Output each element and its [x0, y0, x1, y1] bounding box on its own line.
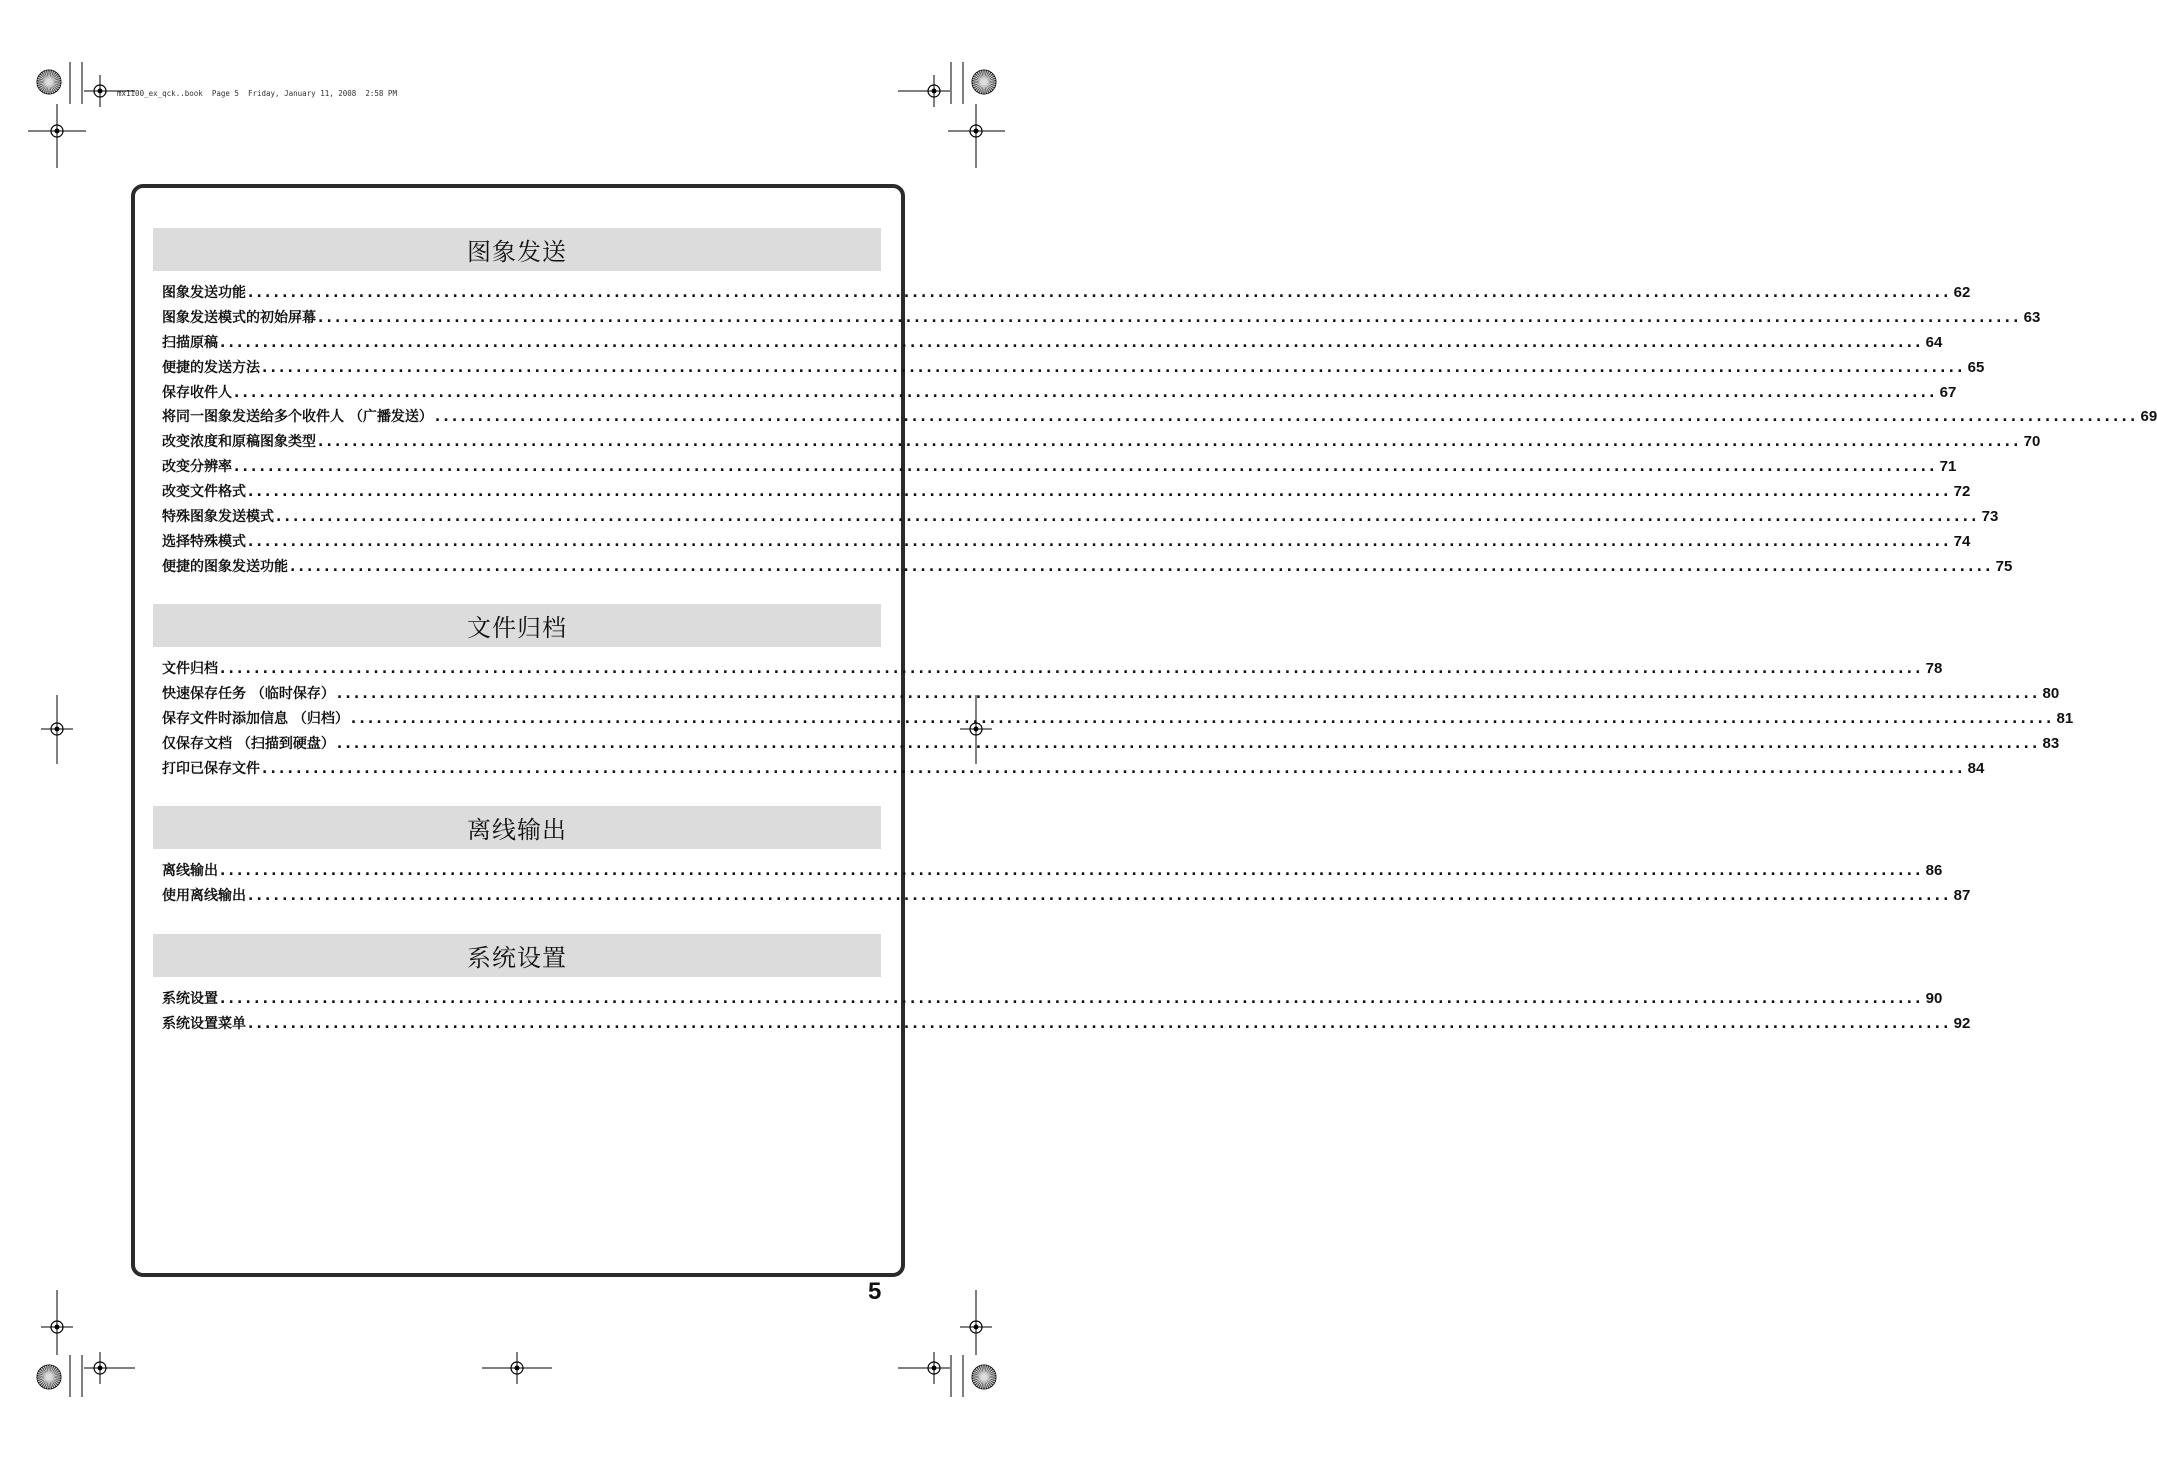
toc-entry-label: 改变分辨率 — [162, 459, 232, 476]
toc-entry-page: 70 — [2023, 433, 2041, 451]
toc-entry-page: 84 — [1967, 759, 1985, 777]
toc-section — [153, 604, 2074, 782]
crop-line — [898, 1368, 948, 1369]
color-target-icon — [36, 1364, 62, 1390]
toc-entry-label: 快速保存任务 （临时保存） — [162, 685, 335, 702]
toc-entry-page: 64 — [1925, 333, 1943, 351]
toc-section — [153, 806, 1971, 910]
toc-entry-page: 73 — [1981, 508, 1999, 526]
toc-entry-label: 便捷的发送方法 — [162, 359, 260, 376]
dot-leader: ........................................................................................................................................................................................................ — [248, 887, 1952, 904]
toc-entry[interactable] — [153, 683, 2060, 708]
toc-entry-page: 69 — [2140, 408, 2157, 426]
toc-entry-page: 83 — [2042, 734, 2060, 752]
toc-entry[interactable] — [153, 708, 2074, 733]
toc-entry[interactable] — [153, 506, 1999, 531]
toc-entry[interactable] — [153, 406, 2157, 431]
color-target-icon — [36, 69, 62, 95]
dot-leader: ........................................................................................................................................................................................................ — [336, 735, 2041, 752]
crop-line — [976, 1290, 977, 1355]
toc-entry-page: 63 — [2023, 308, 2041, 326]
toc-entry-label: 将同一图象发送给多个收件人 （广播发送） — [162, 409, 433, 426]
toc-entry-label: 图象发送模式的初始屏幕 — [162, 309, 316, 326]
section-title: 离线输出 — [467, 816, 567, 844]
toc-entry[interactable] — [153, 860, 1943, 885]
toc-entry[interactable] — [153, 282, 1971, 307]
toc-entry-list — [153, 988, 1971, 1038]
dot-leader: ........................................................................................................................................................................................................ — [248, 285, 1952, 301]
toc-entry-list — [153, 860, 1971, 910]
toc-entry[interactable] — [153, 456, 1957, 481]
crop-line — [82, 1355, 83, 1397]
toc-entry-label: 文件归档 — [162, 661, 218, 677]
toc-entry-list — [153, 658, 2074, 782]
toc-entry-label: 便捷的图象发送功能 — [162, 558, 288, 575]
section-header — [153, 228, 881, 271]
dot-leader: ........................................................................................................................................................................................................ — [234, 384, 1938, 401]
dot-leader: ........................................................................................................................................................................................................ — [220, 661, 1924, 677]
toc-entry-page: 72 — [1953, 483, 1971, 501]
crop-line — [57, 695, 58, 764]
toc-entry[interactable] — [153, 481, 1971, 506]
crop-line — [976, 104, 977, 168]
toc-entry-page: 67 — [1939, 383, 1957, 401]
toc-section — [153, 934, 1971, 1038]
dot-leader: ........................................................................................................................................................................................................ — [248, 533, 1952, 550]
toc-entry[interactable] — [153, 733, 2060, 758]
color-target-icon — [971, 1364, 997, 1390]
section-header — [153, 604, 881, 647]
toc-entry[interactable] — [153, 357, 1985, 382]
toc-entry-page: 90 — [1925, 990, 1943, 1007]
crop-line — [85, 1368, 135, 1369]
crop-line — [82, 62, 83, 104]
crop-line — [948, 131, 1005, 132]
toc-entry-page: 81 — [2056, 709, 2074, 727]
dot-leader: ........................................................................................................................................................................................................ — [248, 484, 1952, 501]
crop-line — [28, 131, 86, 132]
toc-section — [153, 228, 2157, 581]
section-header — [153, 934, 881, 977]
toc-entry-label: 保存收件人 — [162, 384, 232, 401]
color-target-icon — [971, 69, 997, 95]
crop-line — [898, 91, 948, 92]
section-title: 系统设置 — [467, 944, 567, 972]
dot-leader: ........................................................................................................................................................................................................ — [234, 459, 1938, 476]
toc-entry-label: 选择特殊模式 — [162, 533, 246, 550]
dot-leader: ........................................................................................................................................................................................................ — [318, 309, 2022, 326]
toc-entry-label: 改变文件格式 — [162, 484, 246, 501]
toc-entry[interactable] — [153, 431, 2041, 456]
toc-entry-label: 离线输出 — [162, 863, 218, 879]
print-info-line: mx1100_ex_qck..book Page 5 Friday, January 11, 2008 2:58 PM — [117, 89, 397, 98]
toc-entry-page: 71 — [1939, 458, 1957, 476]
toc-entry-page: 87 — [1953, 886, 1971, 904]
crop-line — [57, 1290, 58, 1355]
dot-leader: ........................................................................................................................................................................................................ — [276, 509, 1980, 526]
toc-entry-list — [153, 282, 2157, 581]
toc-entry[interactable] — [153, 531, 1971, 556]
toc-entry-page: 75 — [1995, 557, 2013, 575]
toc-entry-label: 扫描原稿 — [162, 334, 218, 351]
toc-entry[interactable] — [153, 382, 1957, 407]
dot-leader: ........................................................................................................................................................................................................ — [336, 685, 2041, 702]
crop-line — [963, 62, 964, 104]
dot-leader: ........................................................................................................................................................................................................ — [350, 710, 2055, 727]
toc-entry-page: 65 — [1967, 358, 1985, 376]
toc-entry-label: 改变浓度和原稿图象类型 — [162, 434, 316, 451]
dot-leader: ........................................................................................................................................................................................................ — [248, 1015, 1952, 1032]
crop-line — [70, 62, 71, 104]
dot-leader: ........................................................................................................................................................................................................ — [220, 991, 1924, 1007]
toc-entry-label: 仅保存文档 （扫描到硬盘） — [162, 735, 335, 752]
dot-leader: ........................................................................................................................................................................................................ — [318, 434, 2022, 451]
toc-entry[interactable] — [153, 758, 1985, 783]
crop-line — [70, 1355, 71, 1397]
section-title: 文件归档 — [467, 614, 567, 642]
crop-line — [85, 91, 135, 92]
toc-entry-page: 62 — [1953, 284, 1971, 301]
toc-entry[interactable] — [153, 658, 1943, 683]
dot-leader: ........................................................................................................................................................................................................ — [262, 359, 1966, 376]
dot-leader: ........................................................................................................................................................................................................ — [220, 334, 1924, 351]
toc-entry[interactable] — [153, 1013, 1971, 1038]
toc-entry-label: 使用离线输出 — [162, 887, 246, 904]
toc-entry-page: 86 — [1925, 862, 1943, 879]
toc-entry[interactable] — [153, 885, 1971, 910]
crop-line — [963, 1355, 964, 1397]
toc-entry-label: 系统设置 — [162, 991, 218, 1007]
crop-line — [951, 1355, 952, 1397]
toc-entry-label: 打印已保存文件 — [162, 760, 260, 777]
toc-entry[interactable] — [153, 988, 1943, 1013]
dot-leader: ........................................................................................................................................................................................................ — [220, 863, 1924, 879]
dot-leader: ........................................................................................................................................................................................................ — [262, 760, 1966, 777]
crop-line — [951, 62, 952, 104]
toc-entry-label: 保存文件时添加信息 （归档） — [162, 710, 349, 727]
toc-entry-page: 78 — [1925, 660, 1943, 677]
section-title: 图象发送 — [467, 238, 567, 266]
toc-entry-label: 图象发送功能 — [162, 285, 246, 301]
toc-entry-label: 特殊图象发送模式 — [162, 509, 274, 526]
toc-entry-page: 92 — [1953, 1014, 1971, 1032]
toc-entry-page: 74 — [1953, 532, 1971, 550]
dot-leader: ........................................................................................................................................................................................................ — [434, 409, 2139, 426]
page-number: 5 — [868, 1278, 882, 1305]
crop-line — [57, 104, 58, 168]
crop-line — [482, 1368, 552, 1369]
toc-entry[interactable] — [153, 556, 2013, 581]
toc-entry-label: 系统设置菜单 — [162, 1015, 246, 1032]
crop-line — [976, 695, 977, 764]
toc-entry-page: 80 — [2042, 684, 2060, 702]
section-header — [153, 806, 881, 849]
toc-entry[interactable] — [153, 307, 2041, 332]
toc-entry[interactable] — [153, 332, 1943, 357]
dot-leader: ........................................................................................................................................................................................................ — [290, 558, 1994, 575]
